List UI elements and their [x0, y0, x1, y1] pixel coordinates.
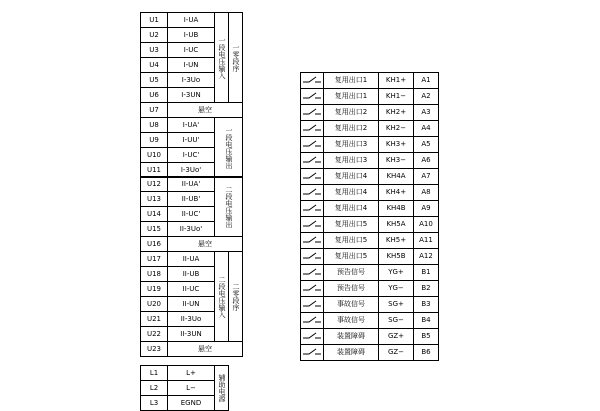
output-code: KH1−: [379, 89, 414, 105]
table-row: [301, 89, 439, 105]
contact-symbol-icon: [301, 329, 324, 345]
output-name: 事故信号: [324, 297, 379, 313]
terminal-signal: I-UC': [168, 148, 215, 163]
terminal-number: U4: [141, 58, 168, 73]
output-name: 事故信号: [324, 313, 379, 329]
output-code: KH3−: [379, 153, 414, 169]
contact-symbol-icon: [301, 249, 324, 265]
contact-symbol-icon: [301, 89, 324, 105]
output-pin: A11: [414, 233, 439, 249]
output-code: KH2+: [379, 105, 414, 121]
table-row: [301, 233, 439, 249]
output-name: 复用出口1: [324, 73, 379, 89]
terminal-number: U18: [141, 267, 168, 282]
table-row: [141, 237, 243, 252]
output-pin: A8: [414, 185, 439, 201]
table-row: [301, 249, 439, 265]
terminal-signal-spare: 悬空: [168, 103, 243, 118]
terminal-number: U8: [141, 118, 168, 133]
terminal-signal: L−: [168, 381, 215, 396]
table-row: [301, 201, 439, 217]
terminal-signal: I-UN: [168, 58, 215, 73]
group-label-voltage-output-1: 一段电压输出: [215, 118, 243, 178]
terminal-number: U7: [141, 103, 168, 118]
table-row: [301, 73, 439, 89]
table-row: [301, 313, 439, 329]
output-code: KH4+: [379, 185, 414, 201]
table-row: [141, 118, 243, 133]
output-pin: A4: [414, 121, 439, 137]
terminal-number: U20: [141, 297, 168, 312]
contact-symbol-icon: [301, 345, 324, 361]
output-name: 复用出口4: [324, 201, 379, 217]
table-row: [301, 121, 439, 137]
terminal-signal: II-3Uo: [168, 312, 215, 327]
output-name: 复用出口5: [324, 249, 379, 265]
group-label-voltage-input-2: 二段电压输入: [215, 252, 229, 342]
output-name: 复用出口5: [324, 233, 379, 249]
group-label-voltage-output-2: 二段电压输出: [215, 177, 243, 237]
contact-symbol-icon: [301, 185, 324, 201]
contact-symbol-icon: [301, 137, 324, 153]
output-code: KH2−: [379, 121, 414, 137]
table-row: [301, 105, 439, 121]
table-row: [301, 329, 439, 345]
output-pin: A10: [414, 217, 439, 233]
output-name: 复用出口2: [324, 121, 379, 137]
output-pin: A2: [414, 89, 439, 105]
group-label-auxiliary-power: 辅助电源: [215, 366, 229, 411]
terminal-signal-spare: 悬空: [168, 342, 243, 357]
output-name: 复用出口3: [324, 153, 379, 169]
table-row: [301, 169, 439, 185]
table-row: [141, 103, 243, 118]
output-pin: B4: [414, 313, 439, 329]
terminal-number: L1: [141, 366, 168, 381]
output-code: GZ−: [379, 345, 414, 361]
table-row: [141, 13, 243, 28]
output-pin: A6: [414, 153, 439, 169]
output-code: KH3+: [379, 137, 414, 153]
terminal-signal: I-3Uo: [168, 73, 215, 88]
table-row: [301, 297, 439, 313]
terminal-signal: L+: [168, 366, 215, 381]
output-name: 装置障碍: [324, 329, 379, 345]
table-row: [301, 185, 439, 201]
table-row: [141, 252, 243, 267]
output-name: 复用出口1: [324, 89, 379, 105]
contact-symbol-icon: [301, 169, 324, 185]
output-pin: B5: [414, 329, 439, 345]
table-row: [141, 342, 243, 357]
terminal-number: U11: [141, 163, 168, 178]
terminal-signal-spare: 悬空: [168, 237, 243, 252]
output-pin: A5: [414, 137, 439, 153]
contact-symbol-icon: [301, 105, 324, 121]
output-pin: A3: [414, 105, 439, 121]
terminal-number: U19: [141, 282, 168, 297]
table-row: [141, 366, 229, 381]
output-code: KH1+: [379, 73, 414, 89]
terminal-number: U22: [141, 327, 168, 342]
output-pin: B6: [414, 345, 439, 361]
contact-symbol-icon: [301, 265, 324, 281]
terminal-signal: EGND: [168, 396, 215, 411]
output-code: GZ+: [379, 329, 414, 345]
terminal-number: U6: [141, 88, 168, 103]
output-code: KH5A: [379, 217, 414, 233]
terminal-signal: I-3Uo': [168, 163, 215, 178]
group-label-zero-sequence-1: 一零段序: [229, 13, 243, 103]
output-code: KH4A: [379, 169, 414, 185]
output-name: 预告信号: [324, 281, 379, 297]
table-row: [301, 137, 439, 153]
output-pin: B3: [414, 297, 439, 313]
output-name: 复用出口3: [324, 137, 379, 153]
output-name: 复用出口2: [324, 105, 379, 121]
output-code: KH4B: [379, 201, 414, 217]
contact-symbol-icon: [301, 297, 324, 313]
left-terminal-block-2: [140, 176, 243, 411]
terminal-number: U15: [141, 222, 168, 237]
contact-symbol-icon: [301, 201, 324, 217]
output-pin: A1: [414, 73, 439, 89]
left-terminal-block-1: [140, 12, 243, 178]
terminal-signal: II-UC': [168, 207, 215, 222]
terminal-number: U13: [141, 192, 168, 207]
contact-symbol-icon: [301, 313, 324, 329]
contact-symbol-icon: [301, 217, 324, 233]
output-name: 预告信号: [324, 265, 379, 281]
terminal-signal: I-UA: [168, 13, 215, 28]
contact-symbol-icon: [301, 121, 324, 137]
output-code: YG+: [379, 265, 414, 281]
terminal-signal: I-UB: [168, 28, 215, 43]
output-name: 复用出口4: [324, 185, 379, 201]
terminal-number: L3: [141, 396, 168, 411]
terminal-number: U10: [141, 148, 168, 163]
contact-symbol-icon: [301, 233, 324, 249]
terminal-number: U21: [141, 312, 168, 327]
output-pin: A7: [414, 169, 439, 185]
contact-symbol-icon: [301, 73, 324, 89]
terminal-table-voltage-section-2: [140, 176, 243, 357]
terminal-signal: II-UC: [168, 282, 215, 297]
terminal-signal: II-UB: [168, 267, 215, 282]
group-label-voltage-input-1: 一段电压输入: [215, 13, 229, 103]
terminal-number: U14: [141, 207, 168, 222]
output-code: KH5B: [379, 249, 414, 265]
output-pin: B2: [414, 281, 439, 297]
right-terminal-block: [300, 72, 439, 361]
terminal-table-outputs: [300, 72, 439, 361]
terminal-signal: I-3UN: [168, 88, 215, 103]
group-label-zero-sequence-2: 二零段序: [229, 252, 243, 342]
terminal-number: U1: [141, 13, 168, 28]
terminal-number: U12: [141, 177, 168, 192]
output-name: 复用出口5: [324, 217, 379, 233]
table-row: [301, 281, 439, 297]
table-row: [141, 177, 243, 192]
output-code: KH5+: [379, 233, 414, 249]
contact-symbol-icon: [301, 153, 324, 169]
output-code: SG+: [379, 297, 414, 313]
terminal-number: U5: [141, 73, 168, 88]
terminal-signal: II-3Uo': [168, 222, 215, 237]
contact-symbol-icon: [301, 281, 324, 297]
output-pin: A9: [414, 201, 439, 217]
table-row: [301, 217, 439, 233]
output-code: SG−: [379, 313, 414, 329]
output-pin: A12: [414, 249, 439, 265]
terminal-number: U3: [141, 43, 168, 58]
terminal-signal: II-UA': [168, 177, 215, 192]
output-name: 复用出口4: [324, 169, 379, 185]
terminal-signal: I-UU': [168, 133, 215, 148]
terminal-signal: II-3UN: [168, 327, 215, 342]
output-name: 装置障碍: [324, 345, 379, 361]
terminal-signal: II-UN: [168, 297, 215, 312]
terminal-signal: II-UB': [168, 192, 215, 207]
terminal-table-auxiliary-power: [140, 365, 229, 411]
terminal-number: U17: [141, 252, 168, 267]
terminal-signal: I-UC: [168, 43, 215, 58]
table-row: [301, 345, 439, 361]
terminal-number: U2: [141, 28, 168, 43]
table-row: [301, 153, 439, 169]
terminal-number: U23: [141, 342, 168, 357]
terminal-number: U9: [141, 133, 168, 148]
terminal-signal: II-UA: [168, 252, 215, 267]
output-pin: B1: [414, 265, 439, 281]
terminal-signal: I-UA': [168, 118, 215, 133]
terminal-table-voltage-section-1: [140, 12, 243, 178]
table-row: [301, 265, 439, 281]
output-code: YG−: [379, 281, 414, 297]
terminal-number: L2: [141, 381, 168, 396]
terminal-number: U16: [141, 237, 168, 252]
